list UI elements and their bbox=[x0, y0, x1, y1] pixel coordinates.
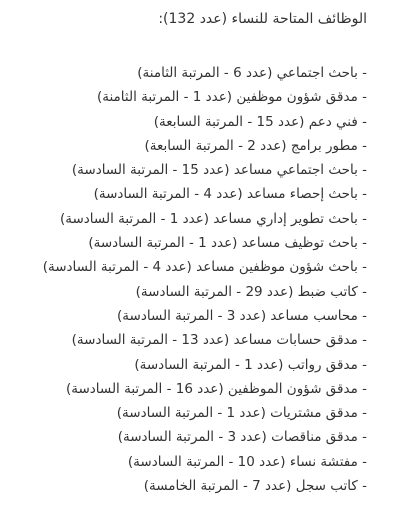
list-item: - كاتب ضبط (عدد 29 - المرتبة السادسة) bbox=[135, 283, 367, 300]
list-item: - مدقق شؤون الموظفين (عدد 16 - المرتبة السادسة) bbox=[65, 380, 367, 397]
list-item: - مطور برامج (عدد 2 - المرتبة السابعة) bbox=[144, 137, 367, 154]
document-heading: الوظائف المتاحة للنساء (عدد 132): bbox=[158, 11, 367, 27]
list-item: - كاتب سجل (عدد 7 - المرتبة الخامسة) bbox=[143, 478, 367, 495]
list-item: - مدقق حسابات مساعد (عدد 13 - المرتبة السادسة) bbox=[71, 332, 367, 349]
list-item: - مدقق مناقصات (عدد 3 - المرتبة السادسة) bbox=[117, 429, 367, 446]
list-item: - باحث تطوير إداري مساعد (عدد 1 - المرتبة السادسة) bbox=[59, 210, 367, 227]
list-item: - باحث شؤون موظفين مساعد (عدد 4 - المرتبة السادسة) bbox=[42, 259, 367, 276]
list-item: - باحث اجتماعي (عدد 6 - المرتبة الثامنة) bbox=[137, 65, 367, 81]
list-item: - باحث توظيف مساعد (عدد 1 - المرتبة السادسة) bbox=[88, 235, 367, 252]
list-item: - باحث اجتماعي مساعد (عدد 15 - المرتبة السادسة) bbox=[71, 162, 367, 179]
job-list bbox=[43, 61, 367, 498]
list-item: - مدقق مشتريات (عدد 1 - المرتبة السادسة) bbox=[116, 405, 367, 422]
list-item: - باحث إحصاء مساعد (عدد 4 - المرتبة السادسة) bbox=[93, 186, 367, 203]
list-item: - مفتشة نساء (عدد 10 - المرتبة السادسة) bbox=[127, 453, 367, 470]
list-item: - محاسب مساعد (عدد 3 - المرتبة السادسة) bbox=[117, 307, 367, 324]
list-item: - فني دعم (عدد 15 - المرتبة السابعة) bbox=[153, 113, 367, 130]
list-item: - مدقق شؤون موظفين (عدد 1 - المرتبة الثامنة) bbox=[96, 89, 367, 106]
list-item: - مدقق رواتب (عدد 1 - المرتبة السادسة) bbox=[134, 356, 367, 373]
